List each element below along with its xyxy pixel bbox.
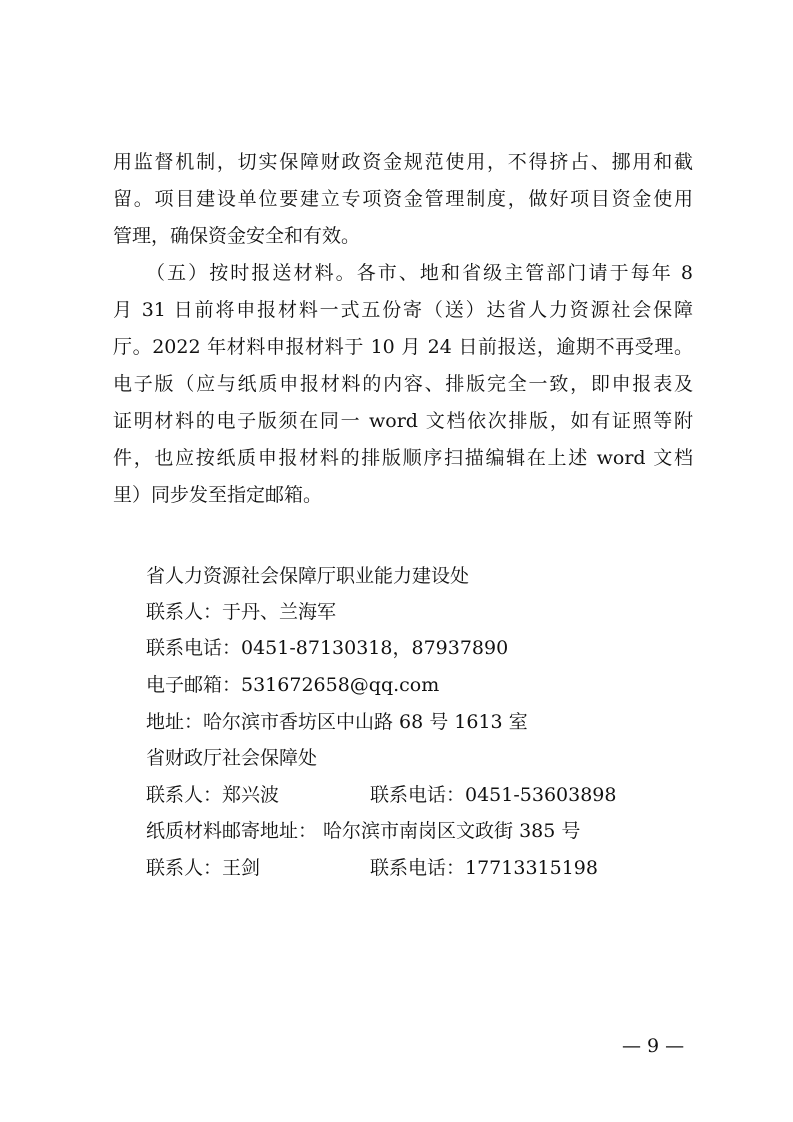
dept2-phone: 联系电话：0451-53603898 bbox=[370, 784, 617, 806]
body-line-7: 电子版（应与纸质申报材料的内容、排版完全一致，即申报表及 bbox=[113, 373, 693, 395]
mail-phone: 联系电话：17713315198 bbox=[370, 857, 598, 879]
body-line-5: 月 31 日前将申报材料一式五份寄（送）达省人力资源社会保障 bbox=[113, 299, 693, 321]
body-line-1: 用监督机制，切实保障财政资金规范使用，不得挤占、挪用和截 bbox=[113, 151, 693, 173]
body-line-9: 件，也应按纸质申报材料的排版顺序扫描编辑在上述 word 文档 bbox=[113, 447, 693, 469]
dept1-address: 地址：哈尔滨市香坊区中山路 68 号 1613 室 bbox=[146, 711, 528, 733]
dept1-name: 省人力资源社会保障厅职业能力建设处 bbox=[146, 565, 470, 587]
body-line-4: （五）按时报送材料。各市、地和省级主管部门请于每年 8 bbox=[146, 262, 693, 284]
dept1-email: 电子邮箱：531672658@qq.com bbox=[146, 674, 440, 696]
dept2-contact-person: 联系人：郑兴波 bbox=[146, 784, 280, 806]
body-line-10: 里）同步发至指定邮箱。 bbox=[113, 484, 323, 506]
body-line-2: 留。项目建设单位要建立专项资金管理制度，做好项目资金使用 bbox=[113, 188, 693, 210]
mail-address: 纸质材料邮寄地址： 哈尔滨市南岗区文政街 385 号 bbox=[146, 820, 581, 842]
body-line-6: 厅。2022 年材料申报材料于 10 月 24 日前报送，逾期不再受理。 bbox=[113, 336, 693, 358]
page-number: — 9 — bbox=[622, 1035, 685, 1057]
dept2-name: 省财政厅社会保障处 bbox=[146, 747, 318, 769]
dept1-contact-person: 联系人：于丹、兰海军 bbox=[146, 601, 337, 623]
body-line-8: 证明材料的电子版须在同一 word 文档依次排版，如有证照等附 bbox=[113, 410, 693, 432]
mail-contact-person: 联系人：王剑 bbox=[146, 857, 261, 879]
body-line-3: 管理，确保资金安全和有效。 bbox=[113, 225, 361, 247]
dept1-phone: 联系电话：0451-87130318，87937890 bbox=[146, 637, 509, 659]
